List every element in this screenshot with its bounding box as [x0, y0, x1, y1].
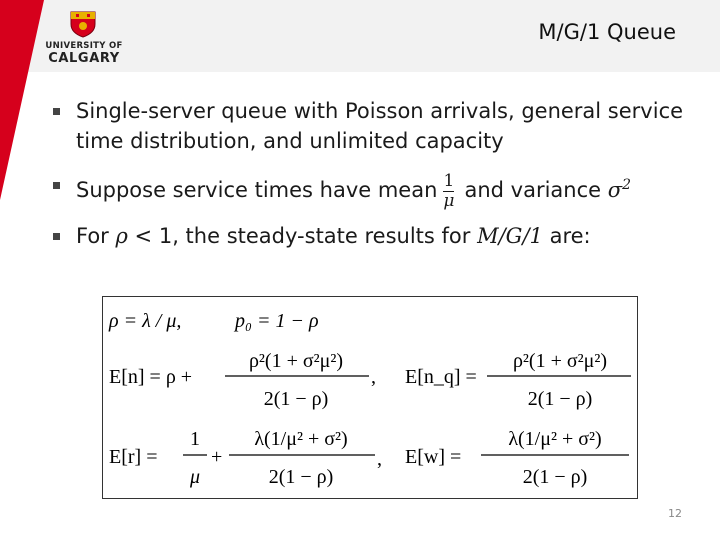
crest-icon — [70, 10, 96, 38]
bullet-text: Single-server queue with Poisson arrivals, general service time distribution, and unlimited capacity — [76, 99, 684, 153]
formula-box — [102, 296, 638, 499]
bullet-text: Suppose service times have mean — [76, 178, 438, 202]
slide-title: M/G/1 Queue — [538, 20, 676, 44]
formula-enq-numerator: ρ²(1 + σ²μ²) — [512, 350, 608, 372]
formula-ew-lhs: E[w] = — [405, 446, 462, 468]
bullet-text: are: — [549, 223, 591, 248]
formula-rho-definition: ρ = λ / μ, — [109, 310, 182, 332]
page-number: 12 — [668, 507, 682, 520]
formula-enq-denominator: 2(1 − ρ) — [527, 388, 593, 410]
formula-er-one: 1 — [190, 428, 200, 450]
less-than-symbol: < — [134, 223, 153, 248]
bullet-list — [50, 96, 690, 251]
formula-p0: p₀ = 1 − ρ — [235, 310, 319, 332]
bullet-item — [50, 221, 690, 251]
formula-er-mu: μ — [189, 466, 201, 488]
mg1-symbol: M/G/1 — [477, 223, 543, 248]
formula-er-plus: + — [211, 446, 223, 468]
formula-en-lhs: E[n] = ρ + — [109, 366, 193, 388]
bullet-text: 1, the steady-state results for — [158, 223, 471, 248]
bullet-text: For — [76, 223, 109, 248]
logo-text-calgary: CALGARY — [48, 51, 120, 66]
formula-en-numerator: ρ²(1 + σ²μ²) — [248, 350, 344, 372]
bullet-marker-icon — [53, 182, 60, 189]
formula-ew-denominator: 2(1 − ρ) — [522, 466, 588, 488]
formula-er-denominator: 2(1 − ρ) — [268, 466, 334, 488]
mean-fraction — [443, 172, 454, 211]
formula-ew-numerator: λ(1/μ² + σ²) — [508, 428, 602, 450]
formula-comma: , — [371, 366, 376, 388]
formula-comma: , — [377, 448, 382, 470]
bullet-text: and variance — [464, 178, 602, 202]
bullet-marker-icon — [53, 108, 60, 115]
formula-er-lhs: E[r] = — [109, 446, 158, 468]
bullet-marker-icon — [53, 233, 60, 240]
bullet-item — [50, 96, 690, 156]
bullet-item — [50, 170, 690, 211]
sigma-symbol: $\sigma^2$ — [607, 177, 632, 202]
rho-symbol: ρ — [115, 223, 128, 248]
formula-enq-lhs: E[n_q] = — [405, 366, 477, 388]
formula-en-denominator: 2(1 − ρ) — [263, 388, 329, 410]
formula-er-numerator: λ(1/μ² + σ²) — [254, 428, 348, 450]
logo-text-university-of: UNIVERSITY OF — [45, 41, 123, 51]
university-logo — [44, 8, 124, 68]
fraction-numerator: 1 — [443, 170, 455, 191]
fraction-denominator: μ — [443, 190, 455, 211]
